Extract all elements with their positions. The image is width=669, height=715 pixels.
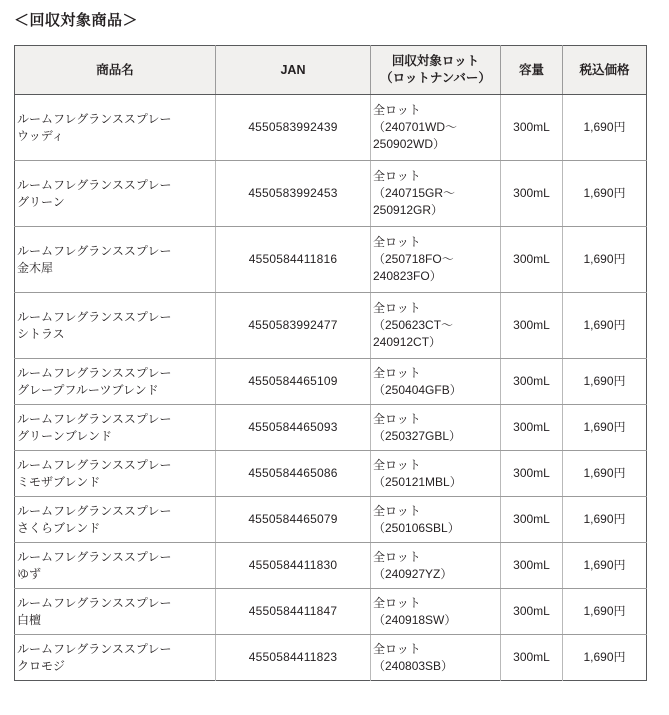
cell-product-name [15, 227, 216, 293]
lot-number-line: （250121MBL） [373, 474, 462, 489]
cell-lot-number [371, 635, 501, 681]
cell-product-name [15, 589, 216, 635]
lot-number-line: （250327GBL） [373, 428, 462, 443]
cell-lot-number [371, 161, 501, 227]
cell-volume: 300mL [501, 227, 563, 293]
table-row [15, 95, 647, 161]
column-header-product-name: 商品名 [15, 46, 216, 95]
lot-number-line: （250106SBL） [373, 520, 460, 535]
lot-number-line: 240823FO） [373, 269, 442, 283]
product-name-line: ルームフレグランススプレー [17, 309, 172, 324]
cell-product-name [15, 405, 216, 451]
lot-number-line: 全ロット [373, 595, 421, 610]
cell-jan-code: 4550584411823 [216, 635, 371, 681]
cell-price: 1,690円 [563, 95, 647, 161]
cell-volume: 300mL [501, 451, 563, 497]
cell-product-name [15, 543, 216, 589]
table-row [15, 589, 647, 635]
column-header-jan: JAN [216, 46, 371, 95]
product-name-line: 白檀 [17, 612, 42, 627]
table-row [15, 543, 647, 589]
cell-product-name [15, 451, 216, 497]
cell-price: 1,690円 [563, 543, 647, 589]
lot-number-line: （240715GR～ [373, 186, 456, 200]
lot-number-line: 全ロット [373, 457, 421, 472]
table-row [15, 497, 647, 543]
cell-jan-code: 4550584465086 [216, 451, 371, 497]
cell-product-name [15, 497, 216, 543]
cell-lot-number [371, 405, 501, 451]
lot-number-line: （240701WD～ [373, 120, 458, 134]
product-name-line: ルームフレグランススプレー [17, 457, 172, 472]
lot-number-line: （250623CT～ [373, 318, 454, 332]
product-name-line: ルームフレグランススプレー [17, 111, 172, 126]
cell-product-name [15, 293, 216, 359]
column-header-lot-line2: （ロットナンバー） [380, 71, 491, 85]
cell-lot-number [371, 543, 501, 589]
cell-jan-code: 4550583992477 [216, 293, 371, 359]
lot-number-line: 全ロット [373, 235, 421, 249]
cell-lot-number [371, 589, 501, 635]
cell-volume: 300mL [501, 635, 563, 681]
page-title: ＜回収対象商品＞ [14, 12, 139, 29]
cell-price: 1,690円 [563, 161, 647, 227]
recall-products-table [14, 45, 647, 681]
cell-price: 1,690円 [563, 359, 647, 405]
cell-volume: 300mL [501, 293, 563, 359]
table-header-row [15, 46, 647, 95]
column-header-lot [371, 46, 501, 95]
cell-jan-code: 4550584411847 [216, 589, 371, 635]
lot-number-line: 全ロット [373, 365, 421, 380]
lot-number-line: 250912GR） [373, 203, 444, 217]
lot-number-line: 全ロット [373, 503, 421, 518]
cell-lot-number [371, 95, 501, 161]
product-name-line: ルームフレグランススプレー [17, 177, 172, 192]
column-header-volume: 容量 [501, 46, 563, 95]
lot-number-line: 全ロット [373, 641, 421, 656]
cell-volume: 300mL [501, 497, 563, 543]
cell-price: 1,690円 [563, 589, 647, 635]
product-name-line: クロモジ [17, 658, 66, 673]
cell-volume: 300mL [501, 161, 563, 227]
product-name-line: ミモザブレンド [17, 474, 101, 489]
lot-number-line: 全ロット [373, 103, 421, 117]
lot-number-line: 全ロット [373, 411, 421, 426]
table-row [15, 635, 647, 681]
lot-number-line: （240803SB） [373, 658, 454, 673]
cell-product-name [15, 161, 216, 227]
lot-number-line: （250718FO～ [373, 252, 454, 266]
table-row [15, 161, 647, 227]
cell-volume: 300mL [501, 405, 563, 451]
product-name-line: ルームフレグランススプレー [17, 243, 172, 258]
cell-jan-code: 4550584465109 [216, 359, 371, 405]
cell-jan-code: 4550584411816 [216, 227, 371, 293]
product-name-line: グリーン [17, 194, 65, 209]
product-name-line: グレープフルーツブレンド [17, 382, 159, 397]
cell-price: 1,690円 [563, 405, 647, 451]
product-name-line: ルームフレグランススプレー [17, 503, 172, 518]
cell-product-name [15, 95, 216, 161]
lot-number-line: （240927YZ） [373, 566, 453, 581]
table-row [15, 405, 647, 451]
cell-price: 1,690円 [583, 650, 626, 664]
product-name-line: シトラス [17, 326, 65, 341]
cell-jan-code: 4550583992439 [216, 95, 371, 161]
product-name-line: ルームフレグランススプレー [17, 411, 172, 426]
column-header-price: 税込価格 [563, 46, 647, 95]
product-name-line: ルームフレグランススプレー [17, 641, 172, 656]
lot-number-line: 全ロット [373, 549, 421, 564]
cell-volume: 300mL [501, 589, 563, 635]
cell-jan-code: 4550584411830 [216, 543, 371, 589]
cell-jan-code: 4550584465079 [216, 497, 371, 543]
product-name-line: ルームフレグランススプレー [17, 595, 172, 610]
lot-number-line: 250902WD） [373, 137, 446, 151]
cell-lot-number [371, 227, 501, 293]
column-header-lot-line1: 回収対象ロット [391, 54, 480, 68]
lot-number-line: （240918SW） [373, 612, 457, 627]
product-name-line: ウッディ [17, 128, 64, 143]
product-name-line: ルームフレグランススプレー [17, 365, 172, 380]
cell-lot-number [371, 359, 501, 405]
table-row [15, 293, 647, 359]
cell-price: 1,690円 [563, 451, 647, 497]
table-body [15, 95, 647, 681]
cell-volume: 300mL [501, 359, 563, 405]
lot-number-line: 全ロット [373, 301, 421, 315]
lot-number-line: 全ロット [373, 169, 421, 183]
table-header [15, 46, 647, 95]
product-name-line: さくらブレンド [17, 520, 101, 535]
cell-price: 1,690円 [563, 227, 647, 293]
product-name-line: ゆず [17, 566, 42, 581]
cell-volume: 300mL [501, 95, 563, 161]
table-row [15, 227, 647, 293]
cell-price: 1,690円 [563, 497, 647, 543]
cell-lot-number [371, 451, 501, 497]
cell-lot-number [371, 293, 501, 359]
cell-lot-number [371, 497, 501, 543]
cell-product-name [15, 359, 216, 405]
cell-price: 1,690円 [563, 293, 647, 359]
cell-jan-code: 4550583992453 [216, 161, 371, 227]
lot-number-line: 240912CT） [373, 335, 442, 349]
cell-product-name [15, 635, 216, 681]
cell-volume: 300mL [501, 543, 563, 589]
table-row [15, 451, 647, 497]
table-row [15, 359, 647, 405]
product-name-line: 金木犀 [17, 260, 54, 275]
product-name-line: ルームフレグランススプレー [17, 549, 172, 564]
product-name-line: グリーンブレンド [17, 428, 112, 443]
cell-jan-code: 4550584465093 [216, 405, 371, 451]
lot-number-line: （250404GFB） [373, 382, 462, 397]
